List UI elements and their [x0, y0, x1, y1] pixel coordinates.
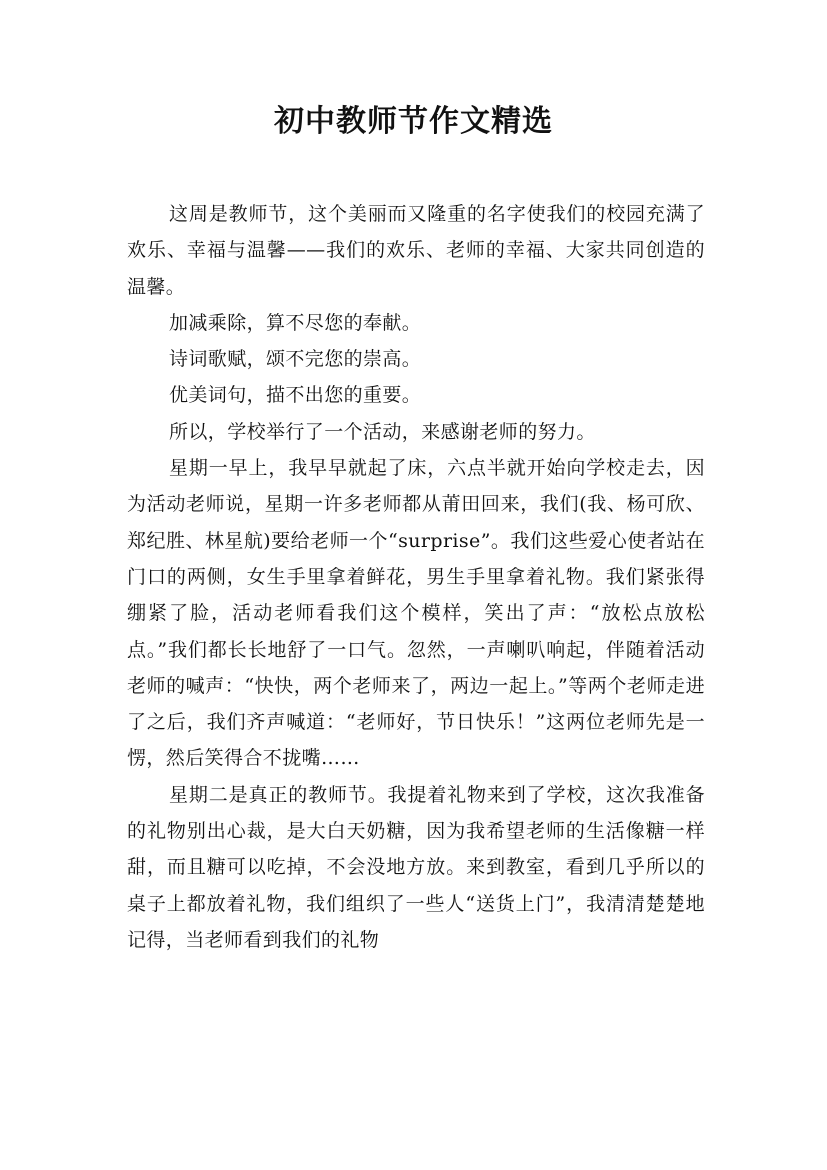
paragraph-6: 星期一早上，我早早就起了床，六点半就开始向学校走去，因为活动老师说，星期一许多老师都从莆田回来，我们(我、杨可欣、郑纪胜、林星航)要给老师一个“surprise”。我们这些爱心使者站在门口的两侧，女生手里拿着鲜花，男生手里拿着礼物。我们紧张得绷紧了脸，活动老师看我们这个模样，笑出了声：“放松点放松点。”我们都长长地舒了一口气。忽然，一声喇叭响起，伴随着活动老师的喊声：“快快，两个老师来了，两边一起上。”等两个老师走进了之后，我们齐声喊道：“老师好，节日快乐！”这两位老师先是一愣，然后笑得合不拢嘴……	[127, 457, 705, 770]
document-title: 初中教师节作文精选	[274, 104, 553, 139]
paragraph-5: 所以，学校举行了一个活动，来感谢老师的努力。	[169, 420, 596, 443]
paragraph-4: 优美词句，描不出您的重要。	[169, 384, 422, 407]
paragraph-7: 星期二是真正的教师节。我提着礼物来到了学校，这次我准备的礼物别出心裁，是大白天奶糖，因为我希望老师的生活像糖一样甜，而且糖可以吃掉，不会没地方放。来到教室，看到几乎所以的桌子上都放着礼物，我们组织了一些人“送货上门”，我清清楚楚地记得，当老师看到我们的礼物	[127, 783, 705, 951]
paragraph-3: 诗词歌赋，颂不完您的崇高。	[169, 348, 422, 371]
paragraph-2: 加减乘除，算不尽您的奉献。	[169, 311, 422, 334]
document-body	[127, 196, 705, 958]
paragraph-1: 这周是教师节，这个美丽而又隆重的名字使我们的校园充满了欢乐、幸福与温馨——我们的欢乐、老师的幸福、大家共同创造的温馨。	[127, 203, 705, 298]
